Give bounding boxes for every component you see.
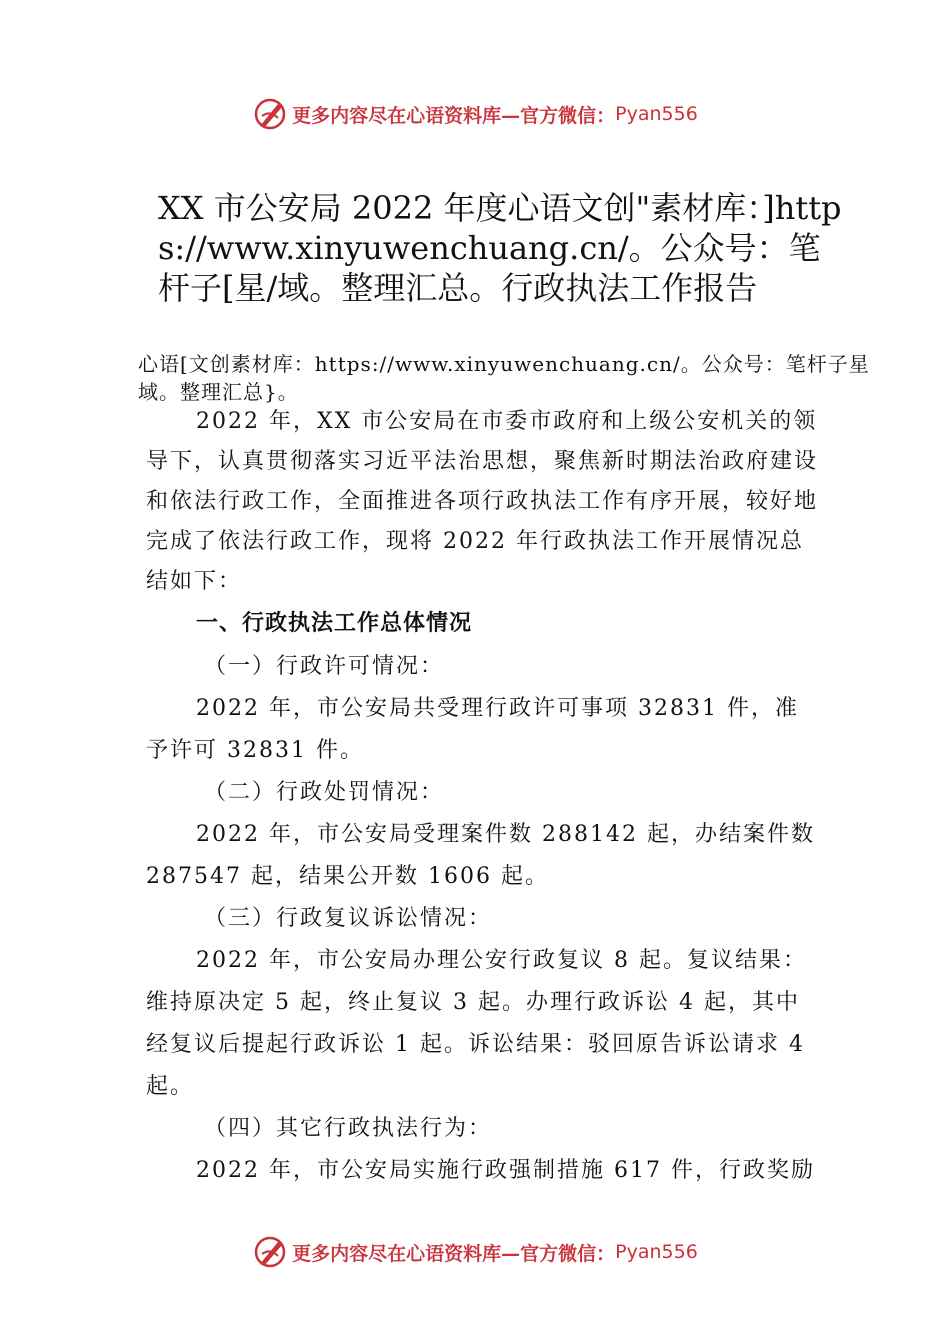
sub3-paragraph: 2022 年，市公安局办理公安行政复议 8 起。复议结果：维持原决定 5 起，终止复议 3 起。办理行政诉讼 4 起，其中经复议后提起行政诉讼 1 起。诉讼结果：驳回原告诉讼请求 4 起。	[146, 948, 807, 1099]
document-body	[146, 402, 818, 1192]
header-banner-text: 更多内容尽在心语资料库—官方微信：	[292, 104, 616, 127]
footer-banner	[0, 1232, 950, 1272]
footer-banner-text: 更多内容尽在心语资料库—官方微信：	[292, 1242, 616, 1265]
sub2-heading: （二）行政处罚情况：	[204, 780, 445, 805]
footer-banner-account: Pyan556	[615, 1241, 698, 1263]
document-title: XX 市公安局 2022 年度心语文创"素材库：]https://www.xinyuwenchuang.cn/。公众号：笔杆子[星/域。整理汇总。行政执法工作报告	[158, 189, 842, 307]
sub2-paragraph: 2022 年，市公安局受理案件数 288142 起，办结案件数 287547 起，结果公开数 1606 起。	[146, 822, 815, 889]
document-subline: 心语[文创素材库：https://www.xinyuwenchuang.cn/。公众号：笔杆子星域。整理汇总}。	[138, 352, 870, 404]
sub1-paragraph: 2022 年，市公安局共受理行政许可事项 32831 件，准予许可 32831 件。	[146, 696, 799, 763]
pen-logo-icon	[252, 1234, 288, 1270]
sub3-heading: （三）行政复议诉讼情况：	[204, 906, 493, 931]
intro-paragraph: 2022 年，XX 市公安局在市委市政府和上级公安机关的领导下，认真贯彻落实习近平法治思想，聚焦新时期法治政府建设和依法行政工作，全面推进各项行政执法工作有序开展，较好地完成了依法行政工作，现将 2022 年行政执法工作开展情况总结如下：	[146, 409, 819, 594]
section1-heading: 一、行政执法工作总体情况	[196, 611, 473, 636]
sub4-paragraph: 2022 年，市公安局实施行政强制措施 617 件，行政奖励	[196, 1158, 815, 1183]
sub1-heading: （一）行政许可情况：	[204, 654, 445, 679]
sub4-heading: （四）其它行政执法行为：	[204, 1116, 493, 1141]
header-banner-account: Pyan556	[615, 103, 698, 125]
pen-logo-icon	[252, 96, 288, 132]
header-banner	[0, 94, 950, 134]
